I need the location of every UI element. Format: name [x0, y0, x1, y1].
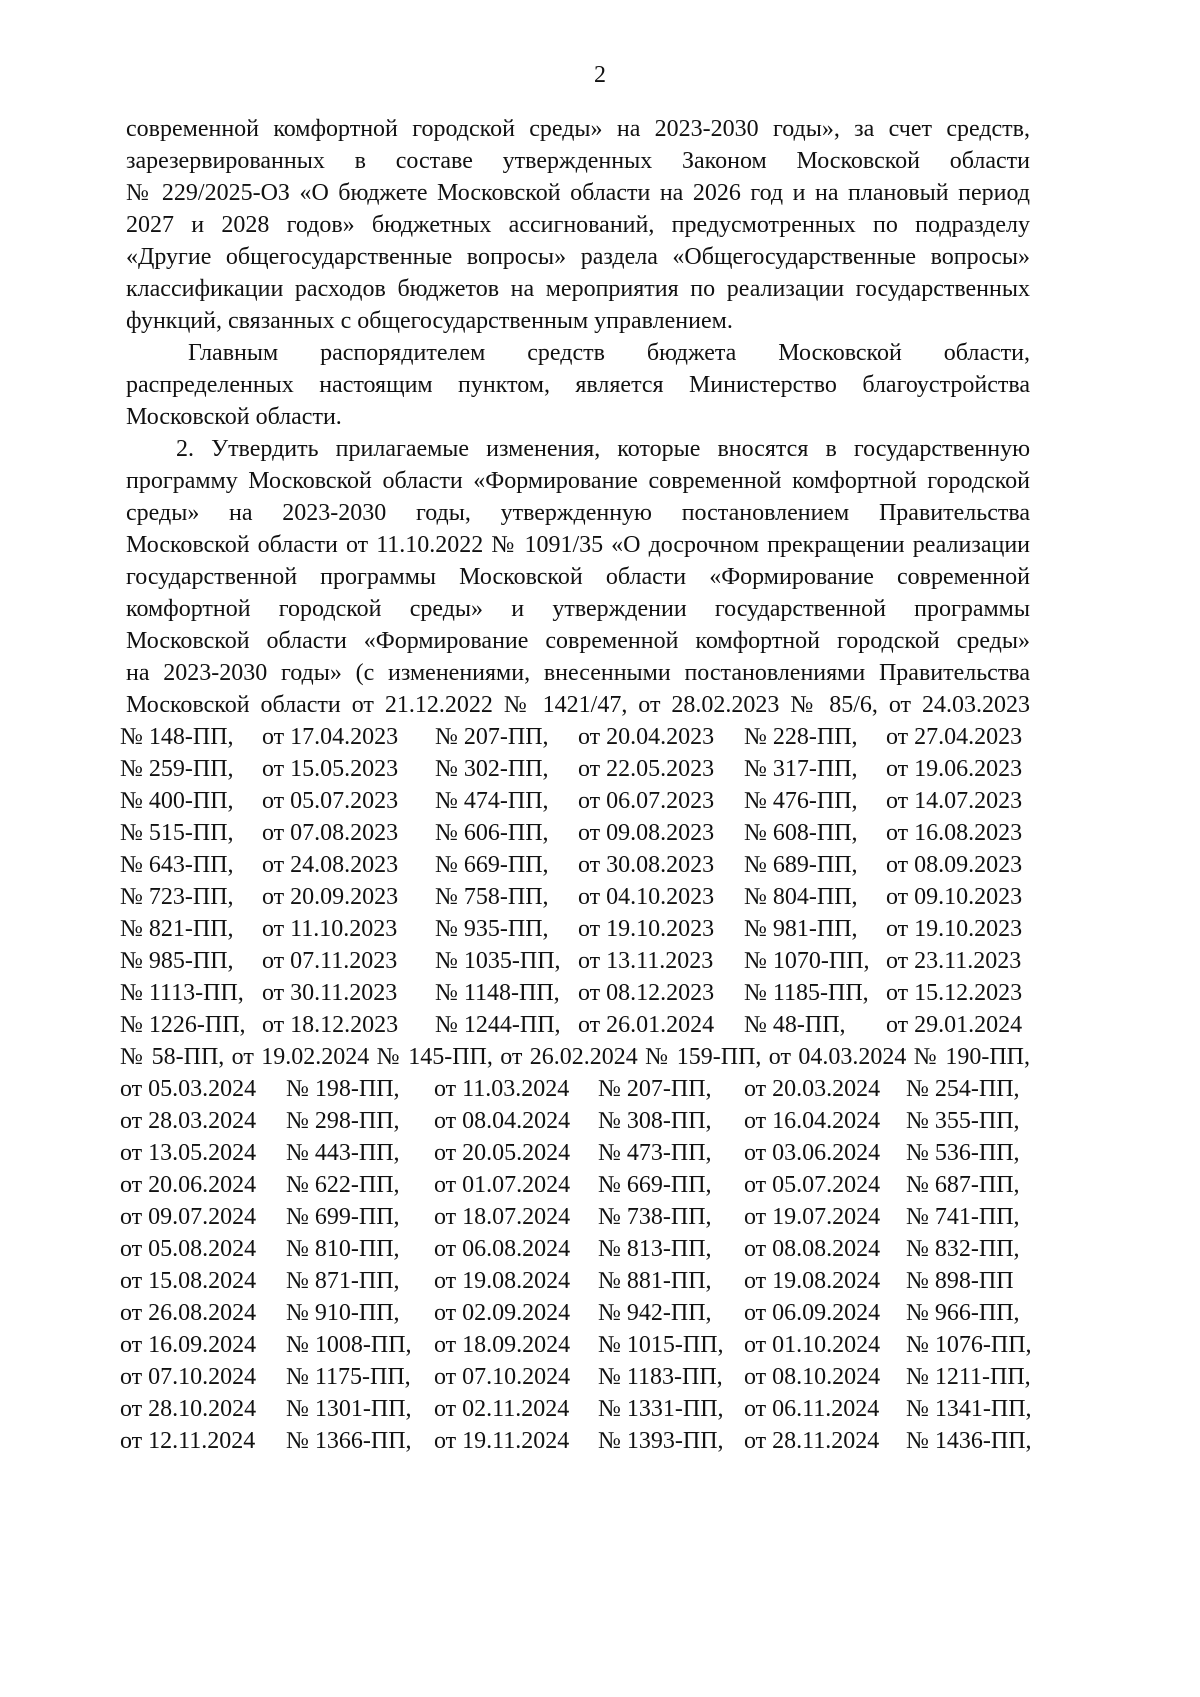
ref-cell: № 298-ПП,: [286, 1108, 400, 1134]
ref-cell: № 669-ПП,: [598, 1172, 712, 1198]
ref-cell: № 643-ПП,: [120, 852, 234, 878]
ref-cell: № 1015-ПП,: [598, 1332, 724, 1358]
paragraph3-line: среды» на 2023-2030 годы, утвержденную постановлением Правительства: [126, 500, 1030, 526]
ref-cell: № 474-ПП,: [435, 788, 549, 814]
ref-cell: № 935-ПП,: [435, 916, 549, 942]
ref-cell: от 17.04.2023: [262, 724, 399, 750]
ref-row: [0, 1201, 1200, 1233]
ref-cell: № 1211-ПП,: [906, 1364, 1031, 1390]
ref-cell: от 07.10.2024: [120, 1364, 257, 1390]
ref-cell: от 14.07.2023: [886, 788, 1023, 814]
ref-cell: № 723-ПП,: [120, 884, 234, 910]
ref-cell: № 966-ПП,: [906, 1300, 1020, 1326]
ref-cell: № 1393-ПП,: [598, 1428, 724, 1454]
ref-row: [0, 1233, 1200, 1265]
paragraph2-line: распределенных настоящим пунктом, является Министерство благоустройства: [126, 372, 1030, 398]
ref-row: [0, 1425, 1200, 1457]
ref-row: [0, 1169, 1200, 1201]
ref-row: [0, 881, 1200, 913]
ref-cell: от 24.08.2023: [262, 852, 399, 878]
ref-cell: от 01.07.2024: [434, 1172, 571, 1198]
ref-cell: № 1331-ПП,: [598, 1396, 724, 1422]
ref-cell: от 02.11.2024: [434, 1396, 570, 1422]
ref-row: [0, 1329, 1200, 1361]
ref-cell: от 19.10.2023: [886, 916, 1023, 942]
ref-cell: № 259-ПП,: [120, 756, 234, 782]
ref-cell: от 19.11.2024: [434, 1428, 570, 1454]
ref-cell: от 28.10.2024: [120, 1396, 257, 1422]
ref-cell: № 1436-ПП,: [906, 1428, 1032, 1454]
ref-cell: от 07.08.2023: [262, 820, 399, 846]
ref-row: [0, 1265, 1200, 1297]
ref-cell: № 1366-ПП,: [286, 1428, 412, 1454]
ref-cell: от 15.12.2023: [886, 980, 1023, 1006]
paragraph1-line: функций, связанных с общегосударственным управлением.: [126, 308, 733, 334]
ref-cell: № 898-ПП: [906, 1268, 1014, 1294]
ref-cell: № 1113-ПП,: [120, 980, 244, 1006]
ref-row: [0, 817, 1200, 849]
ref-row: [0, 753, 1200, 785]
paragraph3-line: на 2023-2030 годы» (с изменениями, внесенными постановлениями Правительства: [126, 660, 1030, 686]
ref-cell: от 26.08.2024: [120, 1300, 257, 1326]
paragraph2-line: Московской области.: [126, 404, 342, 430]
ref-cell: № 608-ПП,: [744, 820, 858, 846]
ref-row: [0, 1297, 1200, 1329]
ref-cell: от 12.11.2024: [120, 1428, 256, 1454]
ref-cell: № 1341-ПП,: [906, 1396, 1032, 1422]
ref-cell: от 28.03.2024: [120, 1108, 257, 1134]
ref-row: [0, 1105, 1200, 1137]
ref-cell: № 821-ПП,: [120, 916, 234, 942]
ref-cell: № 207-ПП,: [598, 1076, 712, 1102]
ref-cell: № 228-ПП,: [744, 724, 858, 750]
ref-cell: от 08.08.2024: [744, 1236, 881, 1262]
paragraph1-line: современной комфортной городской среды» на 2023-2030 годы», за счет средств,: [126, 116, 1030, 142]
ref-cell: от 04.10.2023: [578, 884, 715, 910]
ref-cell: от 11.10.2023: [262, 916, 398, 942]
ref-cell: № 813-ПП,: [598, 1236, 712, 1262]
page-number: 2: [594, 62, 606, 88]
ref-cell: № 699-ПП,: [286, 1204, 400, 1230]
ref-cell: № 317-ПП,: [744, 756, 858, 782]
ref-cell: № 355-ПП,: [906, 1108, 1020, 1134]
ref-cell: № 942-ПП,: [598, 1300, 712, 1326]
ref-row: [0, 785, 1200, 817]
ref-cell: от 16.08.2023: [886, 820, 1023, 846]
ref-cell: № 622-ПП,: [286, 1172, 400, 1198]
ref-cell: № 1226-ПП,: [120, 1012, 246, 1038]
ref-cell: от 06.08.2024: [434, 1236, 571, 1262]
ref-cell: от 09.10.2023: [886, 884, 1023, 910]
ref-cell: от 01.10.2024: [744, 1332, 881, 1358]
ref-cell: от 08.04.2024: [434, 1108, 571, 1134]
ref-cell: № 758-ПП,: [435, 884, 549, 910]
ref-cell: от 30.11.2023: [262, 980, 398, 1006]
ref-cell: № 443-ПП,: [286, 1140, 400, 1166]
ref-cell: от 30.08.2023: [578, 852, 715, 878]
ref-cell: от 18.07.2024: [434, 1204, 571, 1230]
ref-cell: № 832-ПП,: [906, 1236, 1020, 1262]
ref-cell: от 06.07.2023: [578, 788, 715, 814]
ref-cell: № 536-ПП,: [906, 1140, 1020, 1166]
ref-cell: от 23.11.2023: [886, 948, 1022, 974]
ref-cell: от 18.09.2024: [434, 1332, 571, 1358]
ref-cell: № 1035-ПП,: [435, 948, 561, 974]
ref-cell: № 881-ПП,: [598, 1268, 712, 1294]
ref-cell: № 669-ПП,: [435, 852, 549, 878]
ref-cell: № 48-ПП,: [744, 1012, 846, 1038]
ref-cell: от 08.10.2024: [744, 1364, 881, 1390]
ref-cell: № 804-ПП,: [744, 884, 858, 910]
ref-cell: № 871-ПП,: [286, 1268, 400, 1294]
ref-cell: № 687-ПП,: [906, 1172, 1020, 1198]
ref-cell: от 05.07.2023: [262, 788, 399, 814]
ref-cell: № 1008-ПП,: [286, 1332, 412, 1358]
ref-cell: № 1183-ПП,: [598, 1364, 723, 1390]
ref-cell: от 05.08.2024: [120, 1236, 257, 1262]
paragraph3-line: Московской области «Формирование современной комфортной городской среды»: [126, 628, 1030, 654]
paragraph3-line: комфортной городской среды» и утверждении государственной программы: [126, 596, 1030, 622]
ref-cell: от 20.05.2024: [434, 1140, 571, 1166]
ref-row: [0, 1073, 1200, 1105]
ref-cell: № 606-ПП,: [435, 820, 549, 846]
paragraph1-line: классификации расходов бюджетов на мероприятия по реализации государственных: [126, 276, 1030, 302]
ref-cell: от 06.09.2024: [744, 1300, 881, 1326]
ref-cell: от 22.05.2023: [578, 756, 715, 782]
ref-cell: от 19.06.2023: [886, 756, 1023, 782]
ref-cell: от 13.11.2023: [578, 948, 714, 974]
ref-cell: от 19.08.2024: [744, 1268, 881, 1294]
ref-cell: от 20.03.2024: [744, 1076, 881, 1102]
ref-cell: № 400-ПП,: [120, 788, 234, 814]
ref-row: [0, 945, 1200, 977]
ref-cell: № 689-ПП,: [744, 852, 858, 878]
ref-cell: № 207-ПП,: [435, 724, 549, 750]
ref-cell: № 981-ПП,: [744, 916, 858, 942]
paragraph3-line: 2. Утвердить прилагаемые изменения, которые вносятся в государственную: [176, 436, 1030, 462]
ref-cell: № 476-ПП,: [744, 788, 858, 814]
ref-cell: от 19.10.2023: [578, 916, 715, 942]
paragraph1-line: зарезервированных в составе утвержденных Законом Московской области: [126, 148, 1030, 174]
ref-cell: от 02.09.2024: [434, 1300, 571, 1326]
paragraph3-line: Московской области от 11.10.2022 № 1091/35 «О досрочном прекращении реализации: [126, 532, 1030, 558]
ref-cell: от 11.03.2024: [434, 1076, 570, 1102]
ref-cell: от 16.04.2024: [744, 1108, 881, 1134]
ref-cell: от 15.08.2024: [120, 1268, 257, 1294]
ref-cell: от 08.12.2023: [578, 980, 715, 1006]
paragraph1-line: № 229/2025-ОЗ «О бюджете Московской области на 2026 год и на плановый период: [126, 180, 1030, 206]
ref-cell: от 20.04.2023: [578, 724, 715, 750]
ref-cell: от 09.07.2024: [120, 1204, 257, 1230]
ref-cell: от 27.04.2023: [886, 724, 1023, 750]
ref-line: № 58-ПП, от 19.02.2024 № 145-ПП, от 26.02.2024 № 159-ПП, от 04.03.2024 № 190-ПП,: [120, 1044, 1030, 1070]
ref-cell: от 20.09.2023: [262, 884, 399, 910]
ref-cell: от 19.08.2024: [434, 1268, 571, 1294]
ref-cell: от 06.11.2024: [744, 1396, 880, 1422]
ref-cell: № 738-ПП,: [598, 1204, 712, 1230]
ref-cell: от 13.05.2024: [120, 1140, 257, 1166]
ref-cell: от 18.12.2023: [262, 1012, 399, 1038]
ref-cell: № 254-ПП,: [906, 1076, 1020, 1102]
ref-cell: от 26.01.2024: [578, 1012, 715, 1038]
paragraph1-line: «Другие общегосударственные вопросы» раздела «Общегосударственные вопросы»: [126, 244, 1030, 270]
ref-cell: № 1301-ПП,: [286, 1396, 412, 1422]
ref-cell: от 05.03.2024: [120, 1076, 257, 1102]
ref-row: [0, 1361, 1200, 1393]
ref-cell: от 15.05.2023: [262, 756, 399, 782]
ref-row: [0, 721, 1200, 753]
ref-row: [0, 1393, 1200, 1425]
ref-cell: от 07.10.2024: [434, 1364, 571, 1390]
ref-cell: от 29.01.2024: [886, 1012, 1023, 1038]
ref-cell: от 05.07.2024: [744, 1172, 881, 1198]
ref-cell: № 198-ПП,: [286, 1076, 400, 1102]
ref-row: [0, 1137, 1200, 1169]
ref-cell: № 308-ПП,: [598, 1108, 712, 1134]
ref-cell: от 03.06.2024: [744, 1140, 881, 1166]
ref-cell: № 473-ПП,: [598, 1140, 712, 1166]
ref-cell: № 741-ПП,: [906, 1204, 1020, 1230]
ref-cell: № 910-ПП,: [286, 1300, 400, 1326]
ref-cell: № 810-ПП,: [286, 1236, 400, 1262]
ref-row: [0, 1009, 1200, 1041]
ref-cell: № 1244-ПП,: [435, 1012, 561, 1038]
ref-cell: от 09.08.2023: [578, 820, 715, 846]
ref-cell: № 985-ПП,: [120, 948, 234, 974]
ref-cell: № 302-ПП,: [435, 756, 549, 782]
ref-cell: № 515-ПП,: [120, 820, 234, 846]
ref-cell: от 08.09.2023: [886, 852, 1023, 878]
ref-cell: № 1070-ПП,: [744, 948, 870, 974]
ref-row: [0, 977, 1200, 1009]
ref-cell: от 16.09.2024: [120, 1332, 257, 1358]
ref-cell: № 1185-ПП,: [744, 980, 869, 1006]
ref-cell: от 07.11.2023: [262, 948, 398, 974]
ref-cell: от 19.07.2024: [744, 1204, 881, 1230]
ref-cell: № 1076-ПП,: [906, 1332, 1032, 1358]
ref-row: [0, 849, 1200, 881]
ref-row: [0, 913, 1200, 945]
ref-cell: № 1148-ПП,: [435, 980, 560, 1006]
ref-cell: № 1175-ПП,: [286, 1364, 411, 1390]
ref-cell: от 28.11.2024: [744, 1428, 880, 1454]
paragraph2-line: Главным распорядителем средств бюджета Московской области,: [188, 340, 1030, 366]
paragraph3-line: государственной программы Московской области «Формирование современной: [126, 564, 1030, 590]
ref-cell: № 148-ПП,: [120, 724, 234, 750]
paragraph3-line: Московской области от 21.12.2022 № 1421/47, от 28.02.2023 № 85/6, от 24.03.2023: [126, 692, 1030, 718]
paragraph1-line: 2027 и 2028 годов» бюджетных ассигнований, предусмотренных по подразделу: [126, 212, 1030, 238]
paragraph3-line: программу Московской области «Формирование современной комфортной городской: [126, 468, 1030, 494]
ref-cell: от 20.06.2024: [120, 1172, 257, 1198]
